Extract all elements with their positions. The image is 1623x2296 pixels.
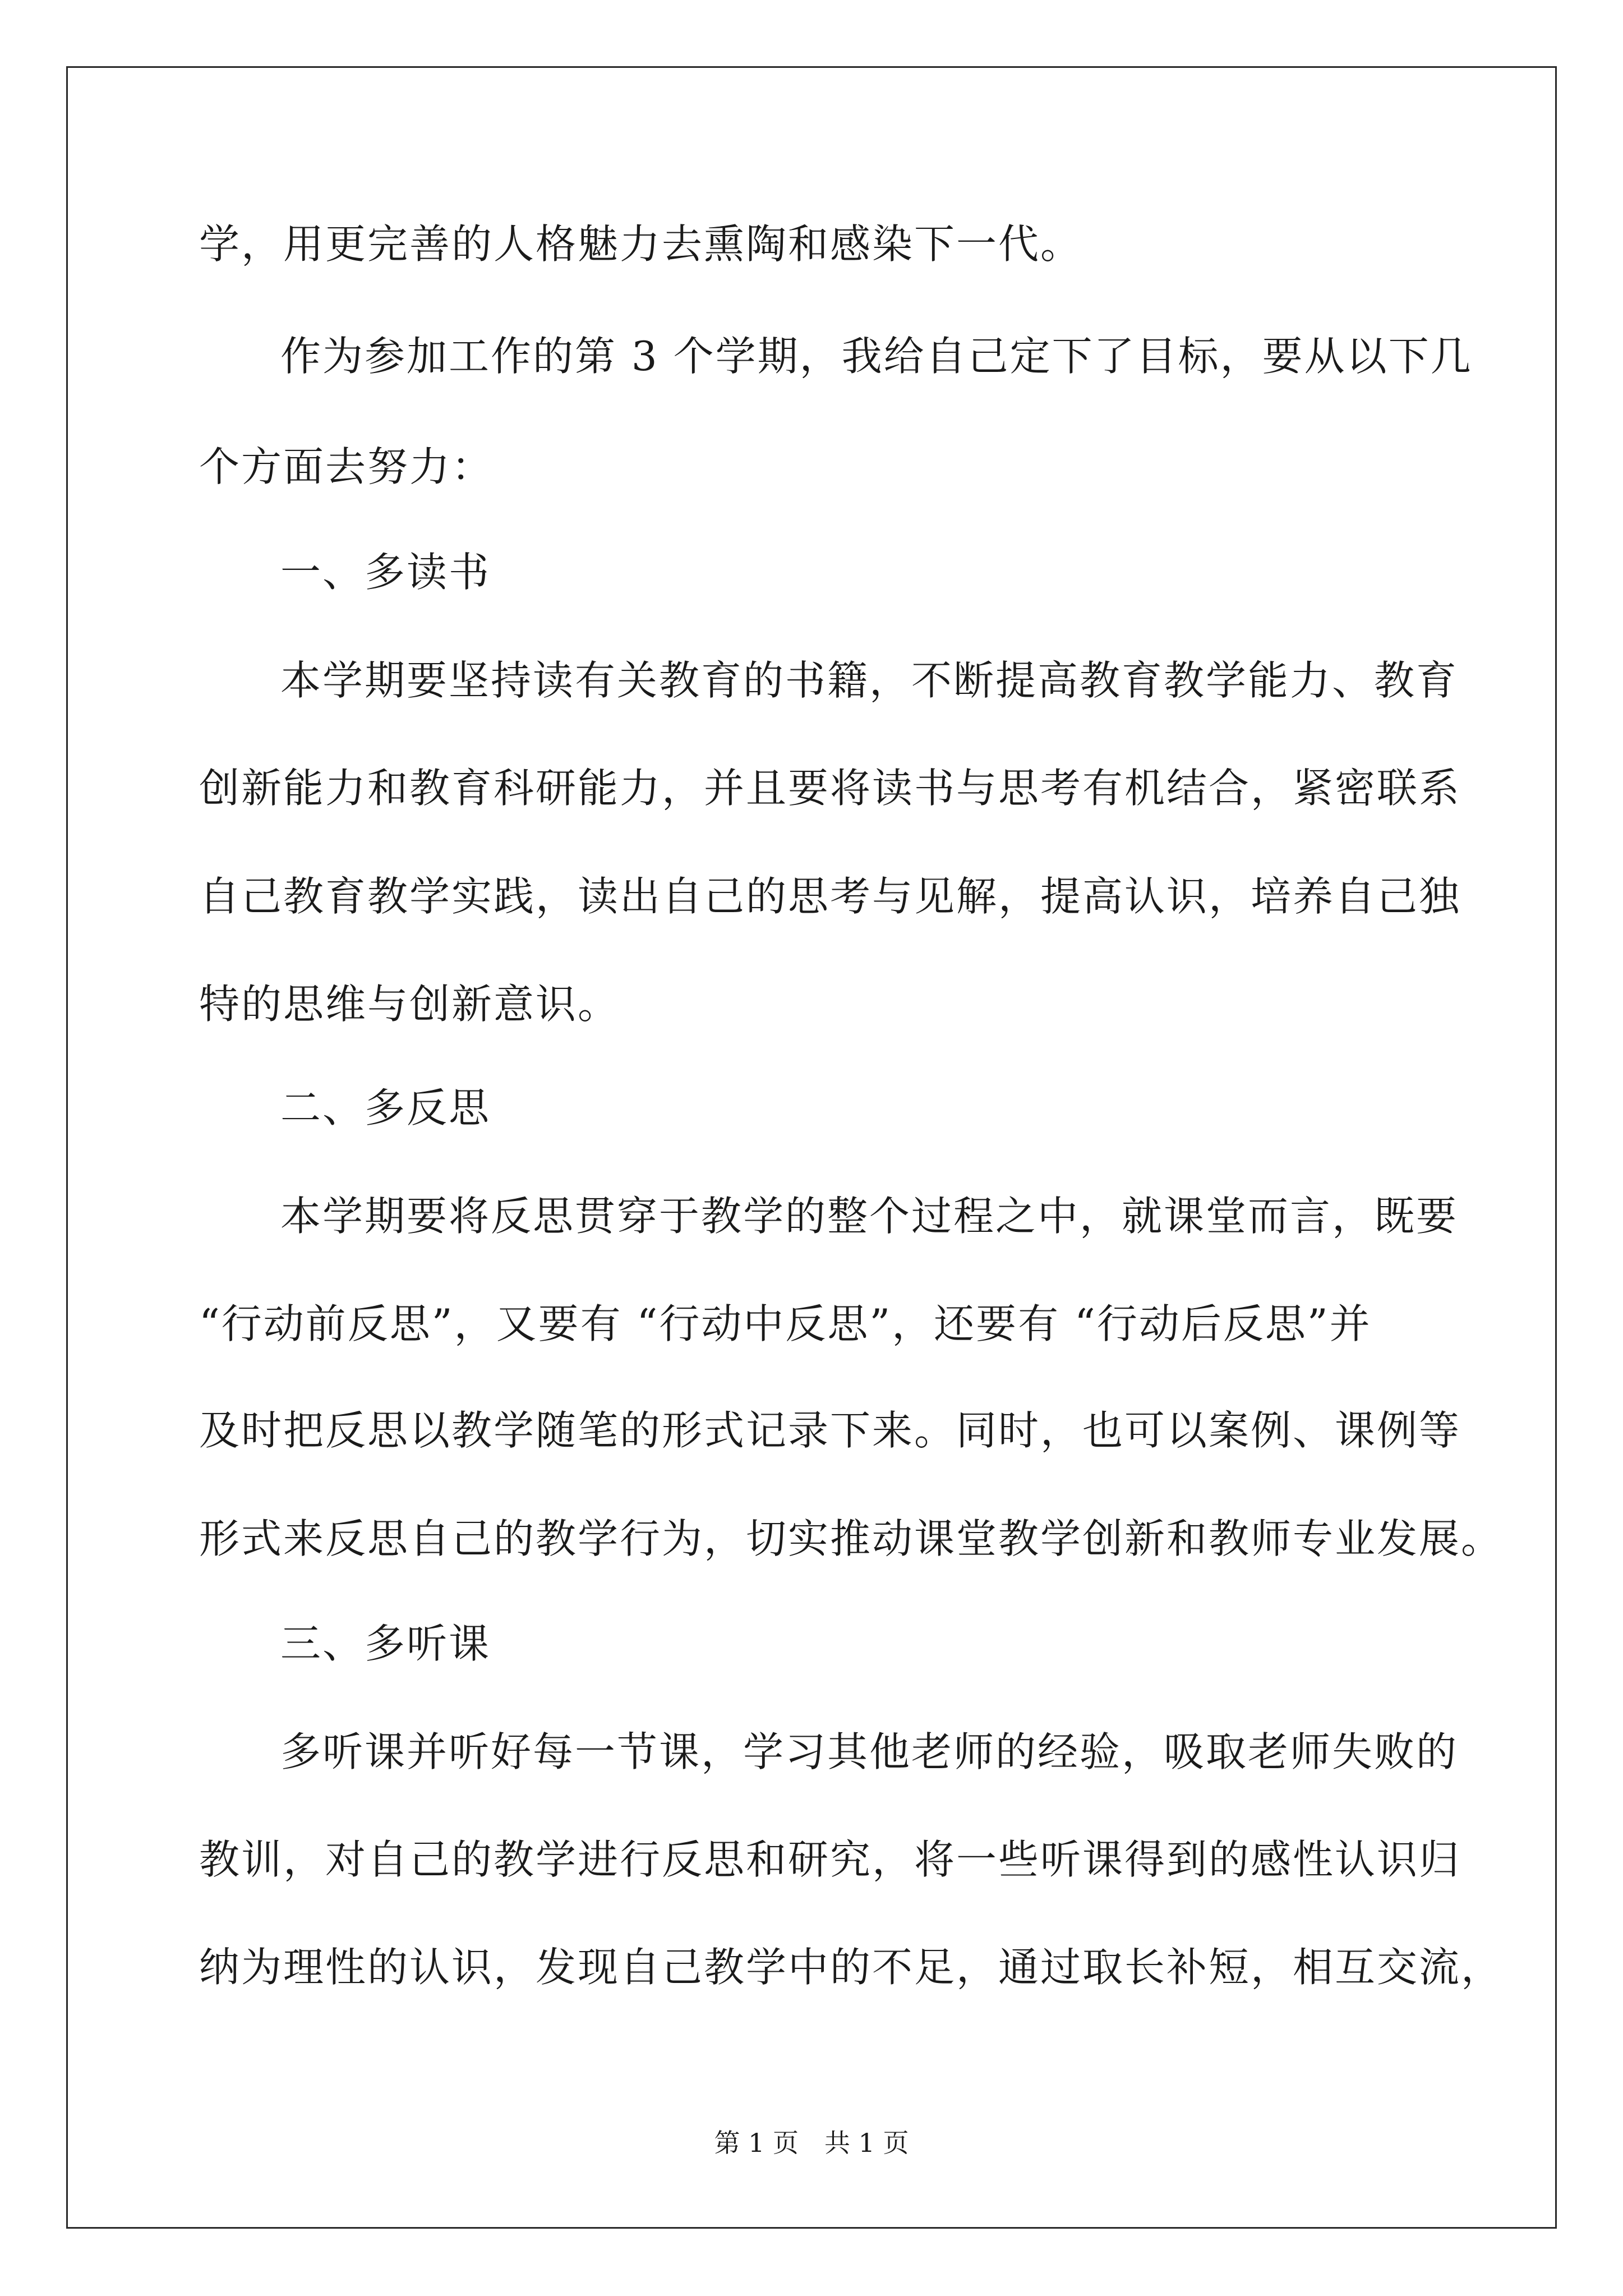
- page-footer: 第 1 页 共 1 页: [714, 2128, 909, 2158]
- paragraph-line: 多听课并听好每一节课，学习其他老师的经验，吸取老师失败的: [280, 1728, 1459, 1775]
- paragraph-line: 形式来反思自己的教学行为，切实推动课堂教学创新和教师专业发展。: [199, 1515, 1504, 1562]
- paragraph-line: 纳为理性的认识，发现自己教学中的不足，通过取长补短，相互交流，: [199, 1944, 1504, 1991]
- paragraph-line: 特的思维与创新意识。: [199, 981, 620, 1028]
- paragraph-line: 本学期要将反思贯穿于教学的整个过程之中，就课堂而言，既要: [280, 1193, 1459, 1240]
- paragraph-line: 学，用更完善的人格魅力去熏陶和感染下一代。: [199, 220, 1083, 268]
- section-heading: 三、多听课: [280, 1620, 491, 1667]
- section-heading: 一、多读书: [280, 549, 491, 596]
- paragraph-line: 个方面去努力：: [199, 443, 494, 490]
- paragraph-line: 创新能力和教育科研能力，并且要将读书与思考有机结合，紧密联系: [199, 765, 1461, 812]
- section-heading: 二、多反思: [280, 1084, 491, 1131]
- paragraph-line: 自己教育教学实践，读出自己的思考与见解，提高认识，培养自己独: [199, 873, 1461, 920]
- page-border: [66, 66, 1557, 2229]
- paragraph-line: 本学期要坚持读有关教育的书籍，不断提高教育教学能力、教育: [280, 657, 1459, 704]
- paragraph-line: 及时把反思以教学随笔的形式记录下来。同时，也可以案例、课例等: [199, 1407, 1461, 1454]
- paragraph-line: “行动前反思”，又要有 “行动中反思”，还要有 “行动后反思”并: [199, 1300, 1372, 1347]
- paragraph-line: 教训，对自己的教学进行反思和研究，将一些听课得到的感性认识归: [199, 1836, 1461, 1883]
- paragraph-line: 作为参加工作的第 3 个学期，我给自己定下了目标，要从以下几: [280, 333, 1473, 380]
